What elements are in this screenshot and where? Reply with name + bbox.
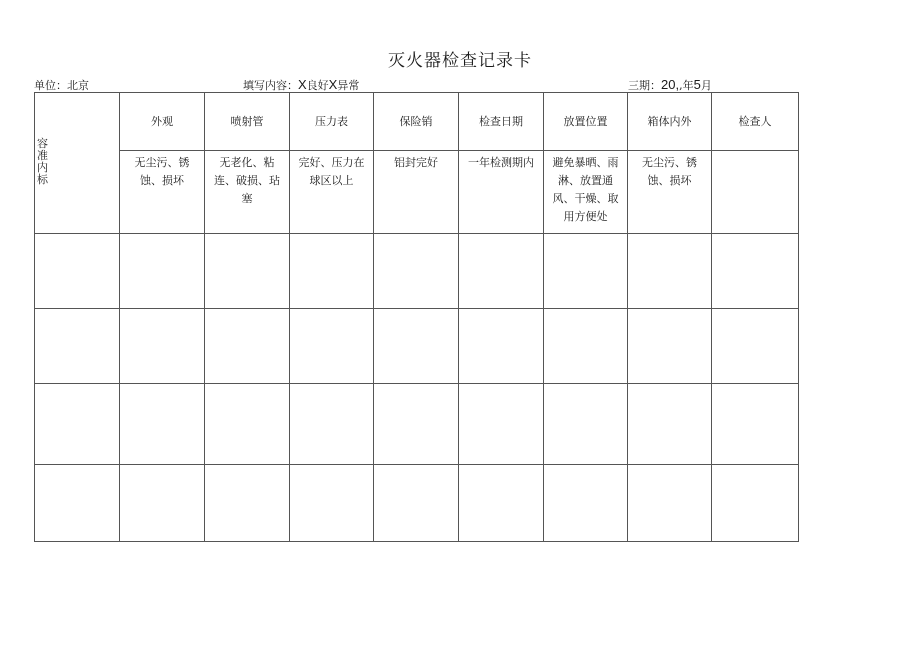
record-cell[interactable] <box>712 384 799 465</box>
fill-mark-abnormal: X <box>328 77 338 92</box>
criteria-side-label: 容 准 内 标 <box>37 137 48 186</box>
record-cell[interactable] <box>120 234 205 309</box>
record-cell[interactable] <box>35 234 120 309</box>
record-cell[interactable] <box>120 465 205 542</box>
record-cell[interactable] <box>120 384 205 465</box>
record-cell[interactable] <box>459 234 544 309</box>
record-cell[interactable] <box>35 309 120 384</box>
record-cell[interactable] <box>35 384 120 465</box>
column-header-placement: 放置位置 <box>544 93 628 151</box>
record-cell[interactable] <box>628 309 712 384</box>
unit-label: 单位：北京 <box>34 79 89 92</box>
record-cell[interactable] <box>628 234 712 309</box>
record-cell[interactable] <box>374 309 459 384</box>
date-field <box>628 77 712 93</box>
header-row <box>35 93 799 151</box>
record-cell[interactable] <box>712 465 799 542</box>
record-cell[interactable] <box>544 465 628 542</box>
record-cell[interactable] <box>459 309 544 384</box>
inspection-table <box>34 92 799 542</box>
criteria-row <box>35 151 799 234</box>
record-cell[interactable] <box>712 234 799 309</box>
record-row <box>35 309 799 384</box>
date-suffix: 月 <box>700 79 712 92</box>
record-cell[interactable] <box>712 309 799 384</box>
column-header-inspector: 检查人 <box>712 93 799 151</box>
record-cell[interactable] <box>205 234 290 309</box>
fill-legend <box>243 77 359 93</box>
date-label: 三期： <box>628 79 661 92</box>
record-cell[interactable] <box>290 309 374 384</box>
fill-mark-good: X <box>298 77 307 92</box>
criteria-inspection-date: 一年检测期内 <box>459 151 544 234</box>
column-header-inspection-date: 检查日期 <box>459 93 544 151</box>
criteria-inspector <box>712 151 799 234</box>
record-cell[interactable] <box>459 384 544 465</box>
column-header-appearance: 外观 <box>120 93 205 151</box>
criteria-side-label-cell <box>35 93 120 234</box>
criteria-pressure-gauge: 完好、压力在球区以上 <box>290 151 374 234</box>
fill-text-abnormal: 异常 <box>337 79 360 92</box>
column-header-safety-pin: 保险销 <box>374 93 459 151</box>
record-cell[interactable] <box>544 384 628 465</box>
record-cell[interactable] <box>290 465 374 542</box>
record-cell[interactable] <box>544 309 628 384</box>
date-month: 5 <box>693 77 701 92</box>
record-cell[interactable] <box>628 384 712 465</box>
criteria-safety-pin: 铝封完好 <box>374 151 459 234</box>
record-cell[interactable] <box>544 234 628 309</box>
record-cell[interactable] <box>290 384 374 465</box>
record-row <box>35 465 799 542</box>
criteria-hose: 无老化、粘连、破损、玷塞 <box>205 151 290 234</box>
record-cell[interactable] <box>374 465 459 542</box>
record-cell[interactable] <box>205 384 290 465</box>
record-cell[interactable] <box>459 465 544 542</box>
record-cell[interactable] <box>290 234 374 309</box>
column-header-cabinet: 箱体内外 <box>628 93 712 151</box>
record-cell[interactable] <box>205 465 290 542</box>
record-cell[interactable] <box>374 384 459 465</box>
record-row <box>35 384 799 465</box>
date-mid: ,年 <box>679 79 694 92</box>
card-title: 灭火器检查记录卡 <box>388 51 532 71</box>
date-year: 20, <box>661 77 680 92</box>
criteria-cabinet: 无尘污、锈蚀、损坏 <box>628 151 712 234</box>
record-cell[interactable] <box>205 309 290 384</box>
record-cell[interactable] <box>35 465 120 542</box>
fill-label: 填写内容： <box>243 79 298 92</box>
record-cell[interactable] <box>374 234 459 309</box>
record-row <box>35 234 799 309</box>
record-cell[interactable] <box>120 309 205 384</box>
record-cell[interactable] <box>628 465 712 542</box>
criteria-placement: 避免暴晒、雨淋、放置通风、干燥、取用方便处 <box>544 151 628 234</box>
fill-text-good: 良好 <box>306 79 329 92</box>
column-header-hose: 喷射管 <box>205 93 290 151</box>
column-header-pressure-gauge: 压力表 <box>290 93 374 151</box>
criteria-appearance: 无尘污、锈蚀、损坏 <box>120 151 205 234</box>
